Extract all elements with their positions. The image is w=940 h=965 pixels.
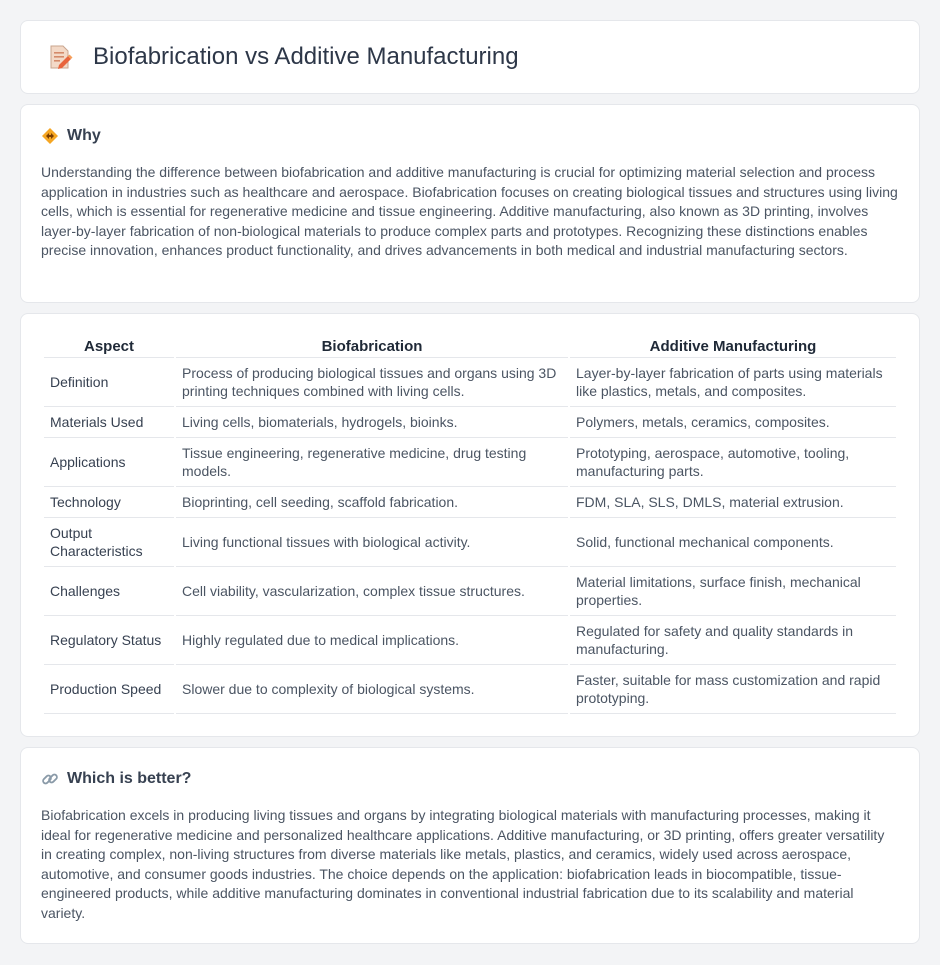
cell-aspect: Regulatory Status <box>44 616 174 665</box>
cell-additive-manufacturing: Prototyping, aerospace, automotive, tooling, manufacturing parts. <box>570 438 896 487</box>
cell-aspect: Production Speed <box>44 665 174 714</box>
better-heading <box>41 770 899 788</box>
header-card <box>20 20 920 94</box>
why-heading <box>41 127 899 145</box>
cell-biofabrication: Cell viability, vascularization, complex tissue structures. <box>176 567 568 616</box>
cell-additive-manufacturing: Regulated for safety and quality standards in manufacturing. <box>570 616 896 665</box>
cell-biofabrication: Living functional tissues with biological activity. <box>176 518 568 567</box>
table-row <box>44 438 896 487</box>
cell-aspect: Challenges <box>44 567 174 616</box>
table-row <box>44 665 896 714</box>
cell-biofabrication: Slower due to complexity of biological systems. <box>176 665 568 714</box>
document-pencil-icon <box>45 43 73 71</box>
table-row <box>44 358 896 407</box>
cell-additive-manufacturing: Faster, suitable for mass customization and rapid prototyping. <box>570 665 896 714</box>
comparison-table <box>42 334 898 714</box>
cell-aspect: Technology <box>44 487 174 518</box>
better-title: Which is better? <box>67 770 192 787</box>
table-row <box>44 518 896 567</box>
cell-aspect: Materials Used <box>44 407 174 438</box>
better-text: Biofabrication excels in producing living tissues and organs by integrating biological materials with manufacturing processes, making it ideal for regenerative medicine and personalized healthcare applications. Additive manufacturing, or 3D printing, offers greater versatility in creating complex, non-living structures from diverse materials like metals, plastics, and ceramics, widely used across aerospace, automotive, and consumer goods industries. The choice depends on the application: biofabrication leads in biocompatible, tissue-engineered products, while additive manufacturing dominates in conventional industrial fabrication due to its scalability and material variety. <box>41 807 885 921</box>
cell-biofabrication: Tissue engineering, regenerative medicine, drug testing models. <box>176 438 568 487</box>
cell-biofabrication: Living cells, biomaterials, hydrogels, bioinks. <box>176 407 568 438</box>
cell-additive-manufacturing: Polymers, metals, ceramics, composites. <box>570 407 896 438</box>
cell-additive-manufacturing: Solid, functional mechanical components. <box>570 518 896 567</box>
link-icon <box>41 770 59 788</box>
table-row <box>44 407 896 438</box>
column-header-aspect: Aspect <box>44 334 174 358</box>
cell-additive-manufacturing: FDM, SLA, SLS, DMLS, material extrusion. <box>570 487 896 518</box>
why-section <box>20 104 920 303</box>
cell-aspect: Output Characteristics <box>44 518 174 567</box>
cell-biofabrication: Highly regulated due to medical implications. <box>176 616 568 665</box>
why-title: Why <box>67 127 101 144</box>
why-text: Understanding the difference between biofabrication and additive manufacturing is crucial for optimizing material selection and process application in industries such as healthcare and aerospace. Biofabrication focuses on creating biological tissues and structures using living cells, which is essential for regenerative medicine and tissue engineering. Additive manufacturing, also known as 3D printing, involves layer-by-layer fabrication of non-biological materials to produce complex parts and prototypes. Recognizing these distinctions enables precise innovation, enhances product functionality, and drives advancements in both medical and industrial manufacturing sectors. <box>41 164 898 258</box>
table-row <box>44 567 896 616</box>
cell-aspect: Definition <box>44 358 174 407</box>
cell-biofabrication: Bioprinting, cell seeding, scaffold fabrication. <box>176 487 568 518</box>
cell-additive-manufacturing: Layer-by-layer fabrication of parts using materials like plastics, metals, and composites. <box>570 358 896 407</box>
table-row <box>44 487 896 518</box>
cell-additive-manufacturing: Material limitations, surface finish, mechanical properties. <box>570 567 896 616</box>
cell-aspect: Applications <box>44 438 174 487</box>
column-header-additive-manufacturing: Additive Manufacturing <box>570 334 896 358</box>
page-title: Biofabrication vs Additive Manufacturing <box>93 43 519 70</box>
which-is-better-section <box>20 747 920 944</box>
comparison-table-card <box>20 313 920 737</box>
cell-biofabrication: Process of producing biological tissues and organs using 3D printing techniques combined with living cells. <box>176 358 568 407</box>
table-row <box>44 616 896 665</box>
diamond-arrows-icon <box>41 127 59 145</box>
column-header-biofabrication: Biofabrication <box>176 334 568 358</box>
